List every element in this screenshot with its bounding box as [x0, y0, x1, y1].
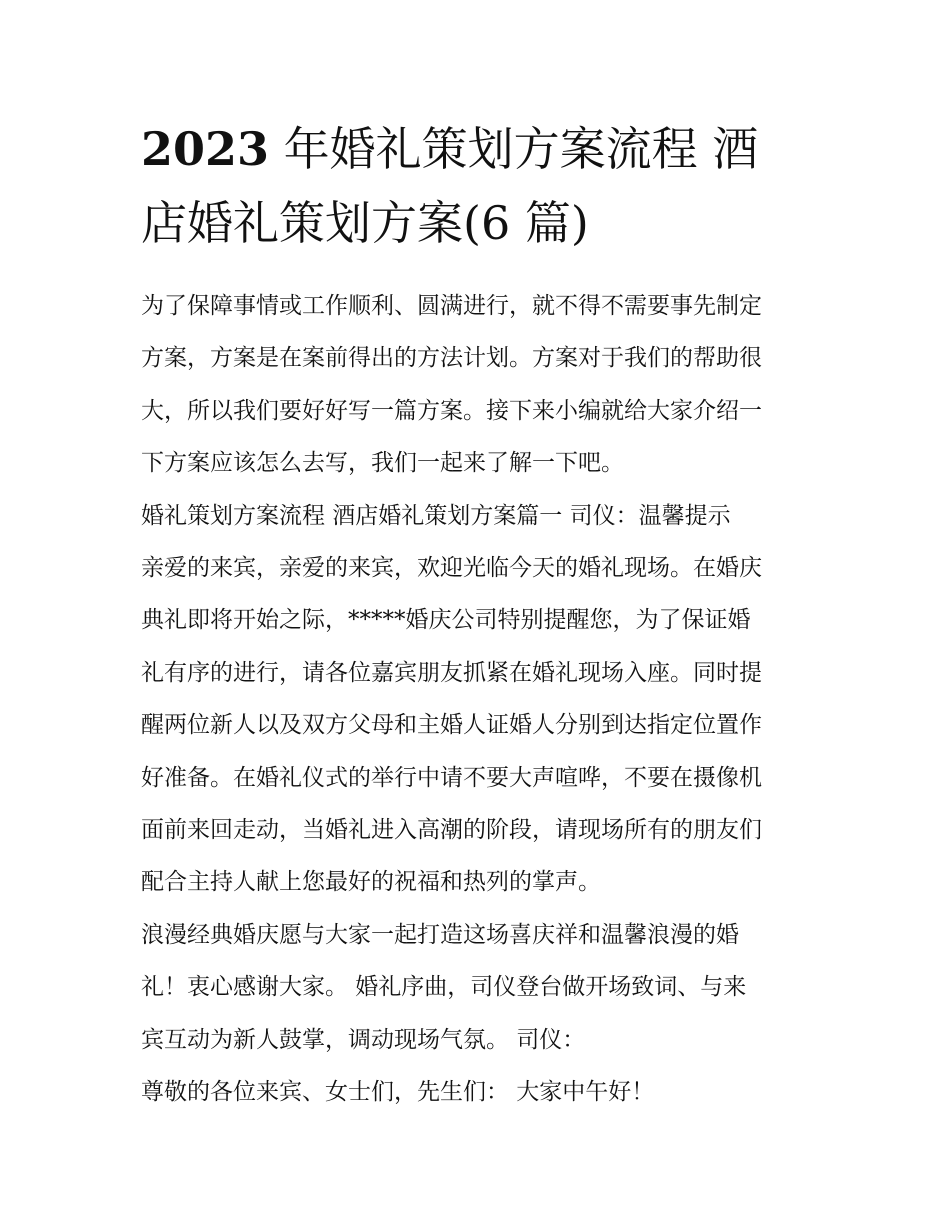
text-line: 下方案应该怎么去写，我们一起来了解一下吧。 [141, 450, 624, 477]
text-line: 尊敬的各位来宾、女士们，先生们： 大家中午好！ [141, 1079, 655, 1106]
title-year: 2023 [141, 122, 270, 176]
paragraph-greeting [141, 1066, 821, 1118]
document-title [141, 112, 821, 260]
text-line: 宾互动为新人鼓掌，调动现场气氛。 司仪： [141, 1026, 586, 1053]
paragraph-intro [141, 280, 821, 490]
paragraph-overture [141, 909, 821, 1066]
text-line: 为了保障事情或工作顺利、圆满进行，就不得不需要事先制定 [141, 293, 762, 319]
document-body [141, 280, 821, 1119]
title-line-2 [141, 186, 821, 260]
text-line: 礼！衷心感谢大家。 婚礼序曲，司仪登台做开场致词、与来 [141, 974, 747, 1001]
title-line-1 [141, 112, 821, 186]
text-line: 亲爱的来宾，亲爱的来宾，欢迎光临今天的婚礼现场。在婚庆 [141, 555, 762, 582]
text-line: 婚礼策划方案流程 酒店婚礼策划方案篇一 司仪：温馨提示 [141, 502, 731, 529]
text-line: 醒两位新人以及双方父母和主婚人证婚人分别到达指定位置作 [141, 712, 762, 739]
title-text-1: 年婚礼策划方案流程 酒 [269, 122, 759, 176]
paragraph-section-heading [141, 490, 821, 542]
text-line: 配合主持人献上您最好的祝福和热列的掌声。 [141, 869, 601, 896]
text-line: 大，所以我们要好好写一篇方案。接下来小编就给大家介绍一 [141, 397, 762, 424]
title-text-2: 店婚礼策划方案(6 篇) [141, 196, 589, 250]
text-line: 面前来回走动，当婚礼进入高潮的阶段，请现场所有的朋友们 [141, 817, 762, 844]
paragraph-welcome [141, 542, 821, 909]
text-line: 好准备。在婚礼仪式的举行中请不要大声喧哗，不要在摄像机 [141, 764, 762, 791]
text-line: 典礼即将开始之际，*****婚庆公司特别提醒您，为了保证婚 [141, 607, 751, 634]
text-line: 方案，方案是在案前得出的方法计划。方案对于我们的帮助很 [141, 345, 762, 372]
document-page [141, 112, 821, 1119]
text-line: 礼有序的进行，请各位嘉宾朋友抓紧在婚礼现场入座。同时提 [141, 659, 762, 686]
text-line: 浪漫经典婚庆愿与大家一起打造这场喜庆祥和温馨浪漫的婚 [141, 921, 739, 948]
